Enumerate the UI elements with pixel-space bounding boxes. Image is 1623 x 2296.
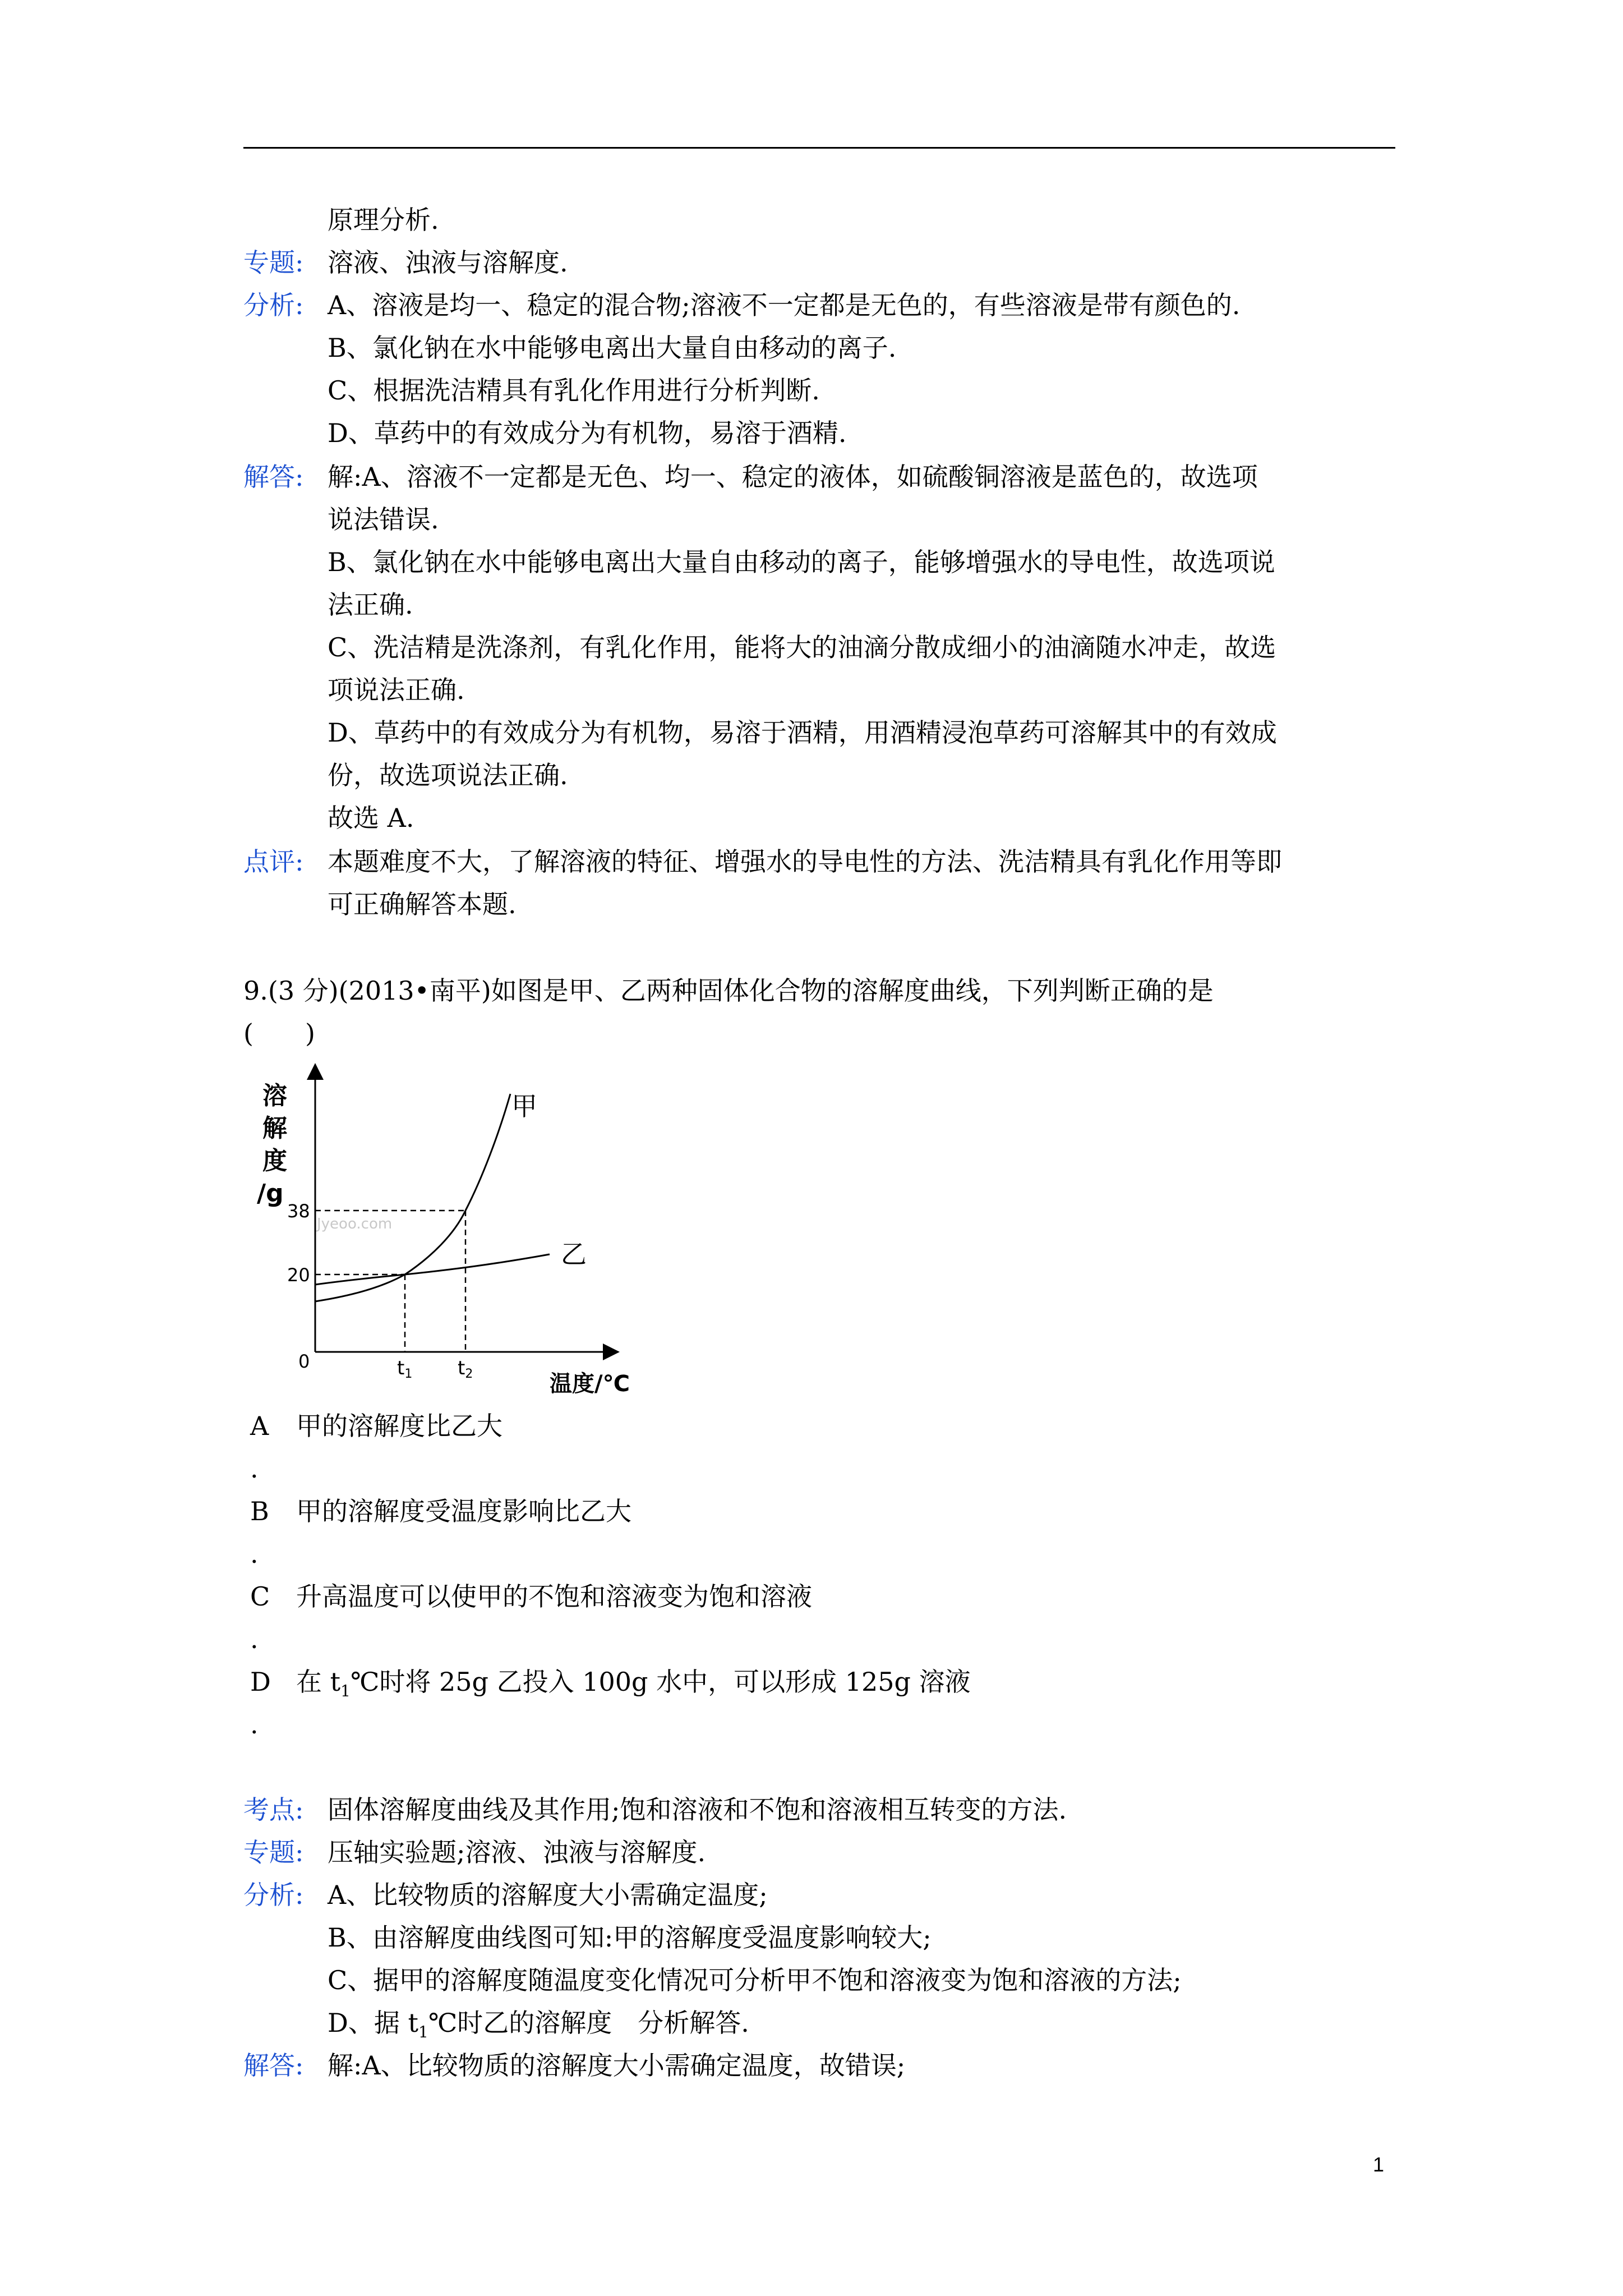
analysis-b: B、氯化钠在水中能够电离出大量自由移动的离子. [328, 333, 897, 363]
svg-text:解: 解 [262, 1114, 287, 1143]
origin-label: 0 [298, 1351, 310, 1372]
solution-topic-label: 专题: [243, 1837, 304, 1867]
y-axis-label [257, 1082, 287, 1208]
solution-analysis-d: D、据 $t_1℃$时乙的溶解度 分析解答. [328, 2008, 749, 2042]
topic-label: 专题: [243, 247, 304, 278]
option-c-text: 升高温度可以使甲的不饱和溶液变为饱和溶液 [296, 1581, 812, 1612]
x-tick-t1: t1 [397, 1357, 413, 1381]
analysis-d: D、草药中的有效成分为有机物，易溶于酒精. [328, 418, 847, 448]
solution-topic-text: 压轴实验题;溶液、浊液与溶解度. [328, 1837, 706, 1867]
answer-a-line1: 解:A、溶液不一定都是无色、均一、稳定的液体，如硫酸铜溶液是蓝色的，故选项 [328, 462, 1258, 492]
option-b-dot: . [250, 1539, 259, 1569]
svg-text:溶: 溶 [262, 1082, 287, 1110]
question-blank: ( ) [243, 1018, 315, 1048]
option-b-letter: B [250, 1496, 269, 1526]
answer-label: 解答: [243, 462, 304, 492]
option-c-letter: C [250, 1581, 270, 1612]
analysis-a: A、溶液是均一、稳定的混合物;溶液不一定都是无色的，有些溶液是带有颜色的. [328, 290, 1241, 320]
answer-b-line2: 法正确. [328, 590, 413, 620]
answer-d-line2: 份，故选项说法正确. [328, 760, 568, 790]
y-tick-38: 38 [287, 1200, 310, 1222]
answer-c-line2: 项说法正确. [328, 675, 465, 705]
solution-analysis-b: B、由溶解度曲线图可知:甲的溶解度受温度影响较大; [328, 1922, 932, 1953]
svg-text:度: 度 [262, 1147, 287, 1175]
continued-line: 原理分析. [328, 205, 439, 235]
option-a-text: 甲的溶解度比乙大 [296, 1411, 502, 1441]
question-stem: 9.(3 分)(2013•南平)如图是甲、乙两种固体化合物的溶解度曲线，下列判断正确的是 [243, 976, 1214, 1006]
series-label-yi: 乙 [561, 1239, 587, 1269]
kaodian-label: 考点: [243, 1795, 304, 1825]
option-c-dot: . [250, 1624, 259, 1654]
x-tick-t2: t2 [458, 1357, 473, 1381]
topic-text: 溶液、浊液与溶解度. [328, 247, 568, 278]
comment-line1: 本题难度不大，了解溶液的特征、增强水的导电性的方法、洗洁精具有乳化作用等即 [328, 846, 1282, 877]
y-tick-20: 20 [287, 1264, 310, 1286]
solution-answer-label: 解答: [243, 2050, 304, 2081]
page-number: 1 [1373, 2153, 1385, 2176]
solution-analysis-c: C、据甲的溶解度随温度变化情况可分析甲不饱和溶液变为饱和溶液的方法; [328, 1965, 1182, 1995]
curve-jia [315, 1094, 510, 1301]
watermark: Jyeoo.com [317, 1216, 393, 1232]
option-b-text: 甲的溶解度受温度影响比乙大 [296, 1496, 631, 1526]
option-d-dot: . [250, 1709, 259, 1740]
solubility-chart [247, 1060, 651, 1402]
solution-answer-a: 解:A、比较物质的溶解度大小需确定温度，故错误; [328, 2050, 906, 2081]
option-d-letter: D [250, 1667, 271, 1697]
comment-label: 点评: [243, 846, 304, 877]
answer-final: 故选 A. [328, 803, 414, 833]
option-d-text: 在 $t_1℃$时将 25g 乙投入 100g 水中，可以形成 125g 溶液 [296, 1667, 971, 1701]
answer-b-line1: B、氯化钠在水中能够电离出大量自由移动的离子，能够增强水的导电性，故选项说 [328, 547, 1275, 577]
answer-c-line1: C、洗洁精是洗涤剂，有乳化作用，能将大的油滴分散成细小的油滴随水冲走，故选 [328, 632, 1276, 662]
series-label-jia: 甲 [511, 1091, 537, 1121]
analysis-c: C、根据洗洁精具有乳化作用进行分析判断. [328, 375, 820, 406]
x-axis-label: 温度/℃ [550, 1371, 630, 1397]
answer-d-line1: D、草药中的有效成分为有机物，易溶于酒精，用酒精浸泡草药可溶解其中的有效成 [328, 717, 1277, 748]
kaodian-text: 固体溶解度曲线及其作用;饱和溶液和不饱和溶液相互转变的方法. [328, 1795, 1067, 1825]
curve-yi [315, 1254, 550, 1285]
svg-text:/g: /g [257, 1179, 284, 1208]
option-a-dot: . [250, 1453, 259, 1484]
answer-a-line2: 说法错误. [328, 504, 439, 535]
comment-line2: 可正确解答本题. [328, 889, 517, 919]
solution-analysis-a: A、比较物质的溶解度大小需确定温度; [328, 1880, 768, 1910]
solution-analysis-label: 分析: [243, 1880, 304, 1910]
header-rule [243, 147, 1395, 149]
analysis-label: 分析: [243, 290, 304, 320]
option-a-letter: A [250, 1411, 269, 1441]
